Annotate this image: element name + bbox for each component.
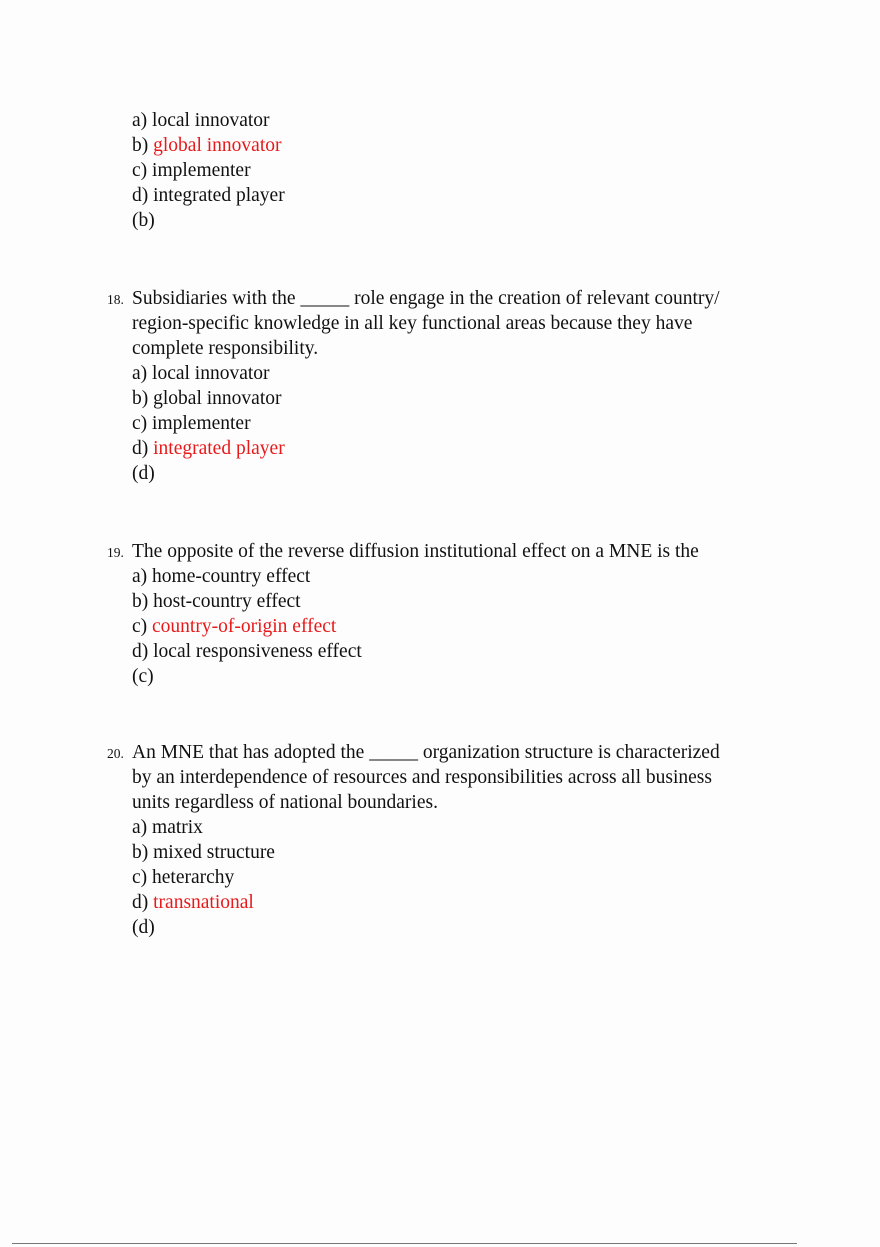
option-a: a) local innovator xyxy=(132,110,270,131)
question-19 xyxy=(107,539,787,689)
option-c: c) heterarchy xyxy=(132,867,235,888)
question-stem-line: 20. An MNE that has adopted the _____ organization structure is characterized xyxy=(107,740,787,765)
question-stem-line: 18. Subsidiaries with the _____ role engage in the creation of relevant country/ xyxy=(107,286,787,311)
option-b: b) host-country effect xyxy=(132,591,301,612)
correct-answer-text: transnational xyxy=(153,892,254,913)
option-a: a) matrix xyxy=(132,817,203,838)
question-20 xyxy=(107,740,787,940)
question-stem-line: region-specific knowledge in all key functional areas because they have xyxy=(132,313,693,334)
option-d: d) integrated player xyxy=(132,185,285,206)
option-a: a) home-country effect xyxy=(132,566,311,587)
option-d-correct: d) transnational xyxy=(132,892,254,913)
option-c: c) implementer xyxy=(132,413,251,434)
option-b-correct: b) global innovator xyxy=(132,135,282,156)
question-stem-line: units regardless of national boundaries. xyxy=(132,792,438,813)
option-a: a) local innovator xyxy=(132,363,270,384)
question-stem-line: 19. The opposite of the reverse diffusion institutional effect on a MNE is the xyxy=(107,539,787,564)
footer-divider xyxy=(12,1243,797,1244)
question-stem-line: by an interdependence of resources and responsibilities across all business xyxy=(132,767,712,788)
correct-answer-text: country-of-origin effect xyxy=(152,616,337,637)
question-17-continued xyxy=(107,108,787,233)
question-number: 18. xyxy=(107,292,124,307)
answer-key: (d) xyxy=(132,463,155,484)
option-b: b) mixed structure xyxy=(132,842,275,863)
question-number: 19. xyxy=(107,545,124,560)
correct-answer-text: global innovator xyxy=(153,135,282,156)
question-18 xyxy=(107,286,787,486)
answer-key: (b) xyxy=(132,210,155,231)
option-c: c) implementer xyxy=(132,160,251,181)
answer-key: (d) xyxy=(132,917,155,938)
option-c-correct: c) country-of-origin effect xyxy=(132,616,337,637)
option-d: d) local responsiveness effect xyxy=(132,641,362,662)
option-b: b) global innovator xyxy=(132,388,282,409)
correct-answer-text: integrated player xyxy=(153,438,285,459)
option-d-correct: d) integrated player xyxy=(132,438,285,459)
question-number: 20. xyxy=(107,746,124,761)
question-stem-line: complete responsibility. xyxy=(132,338,319,359)
answer-key: (c) xyxy=(132,666,154,687)
